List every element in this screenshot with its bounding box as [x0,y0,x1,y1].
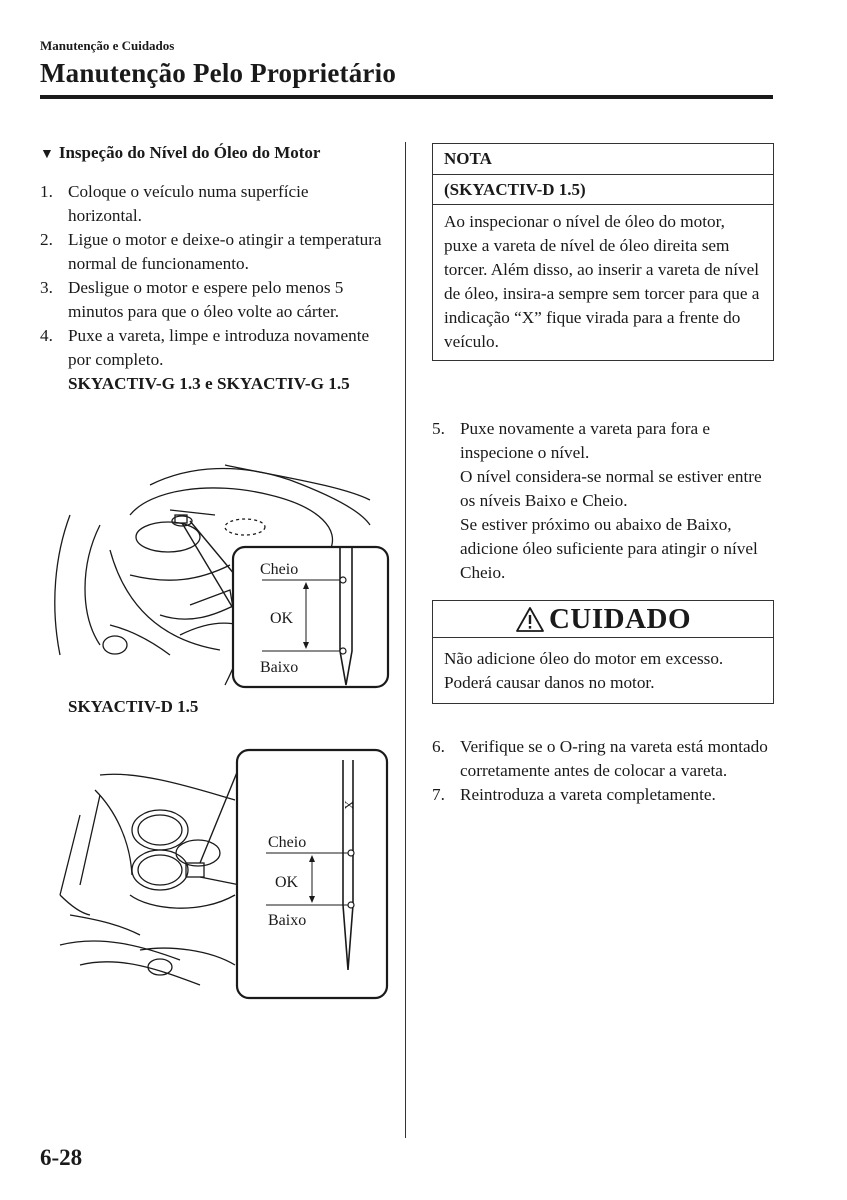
triangle-bullet-icon: ▼ [40,147,54,162]
step-number: 7. [432,785,445,804]
header-rule [40,95,773,99]
left-steps [40,180,385,396]
step-text: Coloque o veículo numa superfície horizontal. [68,182,309,225]
label-low: Baixo [268,912,307,929]
section-label: Manutenção e Cuidados [40,38,175,53]
note-body: Ao inspecionar o nível de óleo do motor, puxe a vareta de nível de óleo direita sem torcer. Além disso, ao inserir a vareta de nível de óleo, insira-a sempre sem torcer para que a indicação “X” fique virada para a frente do veículo. [444,212,760,351]
label-ok: OK [275,874,299,891]
full-mark [348,850,354,856]
skyactiv-g-label: SKYACTIV-G 1.3 e SKYACTIV-G 1.5 [68,374,350,393]
caution-header [433,601,773,638]
note-subtitle: (SKYACTIV-D 1.5) [433,175,773,205]
step-number: 3. [40,278,53,297]
page-title: Manutenção Pelo Proprietário [40,58,397,88]
x-mark: X [342,800,356,810]
oil-level-heading [40,143,320,163]
step-1 [40,180,385,228]
low-mark [348,902,354,908]
callout-line [200,877,240,885]
note-box [432,143,774,361]
step-number: 1. [40,182,53,201]
engine-illustration-diesel [60,774,235,985]
step-4 [40,324,385,396]
right-steps-6-7 [432,735,777,807]
step-2 [40,228,385,276]
right-steps-5 [432,417,777,585]
note-title: NOTA [433,144,773,175]
dipstick-callout-box [233,547,388,687]
label-ok: OK [270,610,294,627]
label-full: Cheio [268,834,307,851]
label-low: Baixo [260,659,299,676]
full-mark [340,577,346,583]
page-number: 6-28 [40,1145,83,1170]
step-text: Puxe a vareta, limpe e introduza novamente por completo. [68,326,370,369]
oil-level-heading-text: Inspeção do Nível do Óleo do Motor [58,143,321,162]
column-divider [405,142,406,1138]
step-text: Puxe novamente a vareta para fora e inspecione o nível. [460,419,711,462]
step-6 [432,735,777,783]
warning-triangle-icon [515,606,545,633]
step-7 [432,783,777,807]
step-3 [40,276,385,324]
callout-line [200,765,240,863]
dipstick-figure-gasoline [40,455,400,695]
step-text: Verifique se o O-ring na vareta está montado corretamente antes de colocar a vareta. [460,737,768,780]
caution-box [432,600,774,704]
caution-body: Não adicione óleo do motor em excesso. Poderá causar danos no motor. [444,649,724,692]
label-full: Cheio [260,561,299,578]
caution-title: CUIDADO [548,602,692,635]
step-text: Reintroduza a vareta completamente. [460,785,716,804]
step-number: 4. [40,326,53,345]
step-5-paragraph: Se estiver próximo ou abaixo de Baixo, adicione óleo suficiente para atingir o nível Cheio. [460,515,758,582]
step-text: Desligue o motor e espere pelo menos 5 minutos para que o óleo volte ao cárter. [68,278,344,321]
step-text: Ligue o motor e deixe-o atingir a temperatura normal de funcionamento. [68,230,382,273]
skyactiv-d-label: SKYACTIV-D 1.5 [68,697,199,716]
step-number: 6. [432,737,445,756]
step-number: 2. [40,230,53,249]
low-mark [340,648,346,654]
dipstick-figure-diesel [40,745,400,1005]
step-number: 5. [432,419,445,438]
step-5 [432,417,777,585]
step-5-paragraph: O nível considera-se normal se estiver entre os níveis Baixo e Cheio. [460,467,762,510]
